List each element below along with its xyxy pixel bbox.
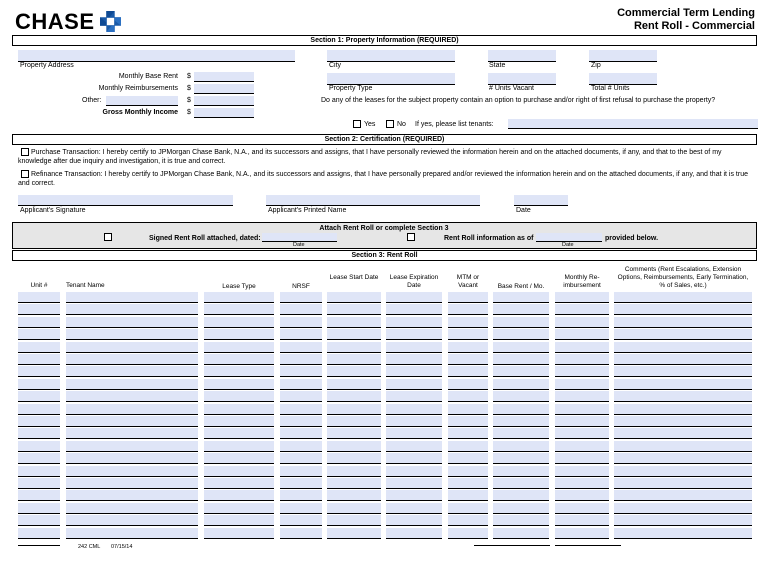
rent-roll-cell-comments[interactable] [614, 503, 752, 514]
rent-roll-cell-unit[interactable] [18, 379, 60, 390]
rent-roll-cell-lease-type[interactable] [204, 404, 274, 415]
rent-roll-cell-monthly-reimbursement[interactable] [555, 478, 609, 489]
state-label: State [489, 62, 506, 69]
rent-roll-cell-lease-start-date[interactable] [327, 528, 381, 539]
rent-roll-cell-base-rent[interactable] [493, 466, 549, 477]
col-header-monthly-reimbursement: Monthly Re-imbursement [563, 274, 601, 289]
rent-roll-cell-monthly-reimbursement[interactable] [555, 490, 609, 501]
rent-roll-cell-nrsf[interactable] [280, 528, 322, 539]
rent-roll-cell-monthly-reimbursement[interactable] [555, 503, 609, 514]
rent-roll-cell-comments[interactable] [614, 490, 752, 501]
yes-checkbox[interactable] [353, 120, 361, 128]
rent-roll-cell-lease-start-date[interactable] [327, 428, 381, 439]
rent-roll-cell-nrsf[interactable] [280, 292, 322, 303]
rent-roll-cell-lease-expiration-date[interactable] [386, 342, 442, 353]
rent-roll-cell-comments[interactable] [614, 292, 752, 303]
signed-date-caption: Date [293, 242, 305, 248]
form-date: 07/15/14 [111, 544, 133, 550]
rent-roll-cell-monthly-reimbursement[interactable] [555, 304, 609, 315]
rent-roll-cell-mtm-or-vacant[interactable] [448, 292, 488, 303]
rent-roll-cell-base-rent[interactable] [493, 416, 549, 427]
rent-roll-cell-mtm-or-vacant[interactable] [448, 329, 488, 340]
rent-roll-cell-mtm-or-vacant[interactable] [448, 391, 488, 402]
rent-roll-cell-tenant-name[interactable] [66, 342, 198, 353]
rent-roll-cell-lease-expiration-date[interactable] [386, 391, 442, 402]
rent-roll-cell-base-rent[interactable] [493, 490, 549, 501]
rent-roll-cell-unit[interactable] [18, 354, 60, 365]
rent-roll-cell-lease-expiration-date[interactable] [386, 466, 442, 477]
rent-roll-cell-lease-start-date[interactable] [327, 515, 381, 526]
property-type-label: Property Type [329, 85, 373, 92]
signed-rent-roll-label: Signed Rent Roll attached, dated: [149, 235, 261, 242]
rent-roll-cell-unit[interactable] [18, 466, 60, 477]
rent-roll-cell-lease-expiration-date[interactable] [386, 515, 442, 526]
rent-roll-cell-comments[interactable] [614, 354, 752, 365]
rent-roll-cell-base-rent[interactable] [493, 453, 549, 464]
rent-roll-cell-nrsf[interactable] [280, 329, 322, 340]
rent-roll-cell-lease-type[interactable] [204, 466, 274, 477]
rent-roll-cell-mtm-or-vacant[interactable] [448, 490, 488, 501]
form-title-line1: Commercial Term Lending [617, 7, 755, 19]
rent-roll-cell-lease-start-date[interactable] [327, 379, 381, 390]
property-type-field[interactable] [327, 73, 455, 85]
col-header-lease-type: Lease Type [222, 283, 256, 290]
rent-roll-cell-monthly-reimbursement[interactable] [555, 379, 609, 390]
rent-roll-cell-unit[interactable] [18, 453, 60, 464]
rent-roll-cell-tenant-name[interactable] [66, 478, 198, 489]
zip-label: Zip [591, 62, 601, 69]
col-header-base-rent: Base Rent / Mo. [497, 283, 545, 290]
dollar-sign: $ [187, 85, 191, 92]
rent-roll-cell-tenant-name[interactable] [66, 391, 198, 402]
info-date-caption: Date [562, 242, 574, 248]
rent-roll-cell-mtm-or-vacant[interactable] [448, 528, 488, 539]
certification-date-field[interactable] [514, 195, 568, 206]
rent-roll-cell-lease-start-date[interactable] [327, 354, 381, 365]
rent-roll-cell-lease-type[interactable] [204, 503, 274, 514]
rent-roll-cell-unit[interactable] [18, 342, 60, 353]
total-units-label: Total # Units [591, 85, 630, 92]
rent-roll-cell-base-rent[interactable] [493, 441, 549, 452]
rent-roll-cell-nrsf[interactable] [280, 366, 322, 377]
total-units-field[interactable] [589, 73, 657, 85]
rent-roll-cell-nrsf[interactable] [280, 379, 322, 390]
col-header-comments: Comments (Rent Escalations, Extension Options, Reimbursements, Early Termination, % of Sales, etc.) [617, 266, 749, 289]
rent-roll-cell-monthly-reimbursement[interactable] [555, 428, 609, 439]
rent-roll-cell-tenant-name[interactable] [66, 292, 198, 303]
rent-roll-cell-comments[interactable] [614, 416, 752, 427]
state-field[interactable] [488, 50, 556, 62]
rent-roll-cell-lease-start-date[interactable] [327, 503, 381, 514]
rent-roll-cell-monthly-reimbursement[interactable] [555, 404, 609, 415]
certification-date-label: Date [516, 207, 531, 214]
chase-logo-text: CHASE [15, 9, 95, 34]
rent-roll-cell-mtm-or-vacant[interactable] [448, 478, 488, 489]
rent-roll-cell-unit[interactable] [18, 329, 60, 340]
rent-roll-cell-lease-type[interactable] [204, 379, 274, 390]
purchase-transaction-text: Purchase Transaction: I hereby certify to JPMorgan Chase Bank, N.A., and its successors and assigns, that I have personally reviewed the information herein and on the attached documents, if any, and that to the best of my knowledge after due inquiry and investigation, it is true and correct. [18, 149, 722, 165]
rent-roll-cell-base-rent[interactable] [493, 428, 549, 439]
rent-roll-cell-nrsf[interactable] [280, 416, 322, 427]
rent-roll-cell-monthly-reimbursement[interactable] [555, 391, 609, 402]
rent-roll-cell-lease-expiration-date[interactable] [386, 304, 442, 315]
applicant-signature-label: Applicant's Signature [20, 207, 86, 214]
rent-roll-cell-lease-expiration-date[interactable] [386, 379, 442, 390]
other-description-field[interactable] [106, 96, 178, 106]
monthly-base-rent-label: Monthly Base Rent [118, 73, 178, 80]
rent-roll-cell-lease-expiration-date[interactable] [386, 490, 442, 501]
rent-roll-cell-lease-start-date[interactable] [327, 329, 381, 340]
yes-label: Yes [364, 121, 376, 128]
rent-roll-cell-lease-start-date[interactable] [327, 490, 381, 501]
other-label: Other: [82, 97, 102, 104]
rent-roll-cell-lease-type[interactable] [204, 317, 274, 328]
rent-roll-cell-comments[interactable] [614, 366, 752, 377]
rent-roll-cell-tenant-name[interactable] [66, 329, 198, 340]
rent-roll-cell-unit[interactable] [18, 404, 60, 415]
rent-roll-cell-mtm-or-vacant[interactable] [448, 441, 488, 452]
rent-roll-cell-lease-type[interactable] [204, 416, 274, 427]
rent-roll-cell-lease-expiration-date[interactable] [386, 528, 442, 539]
rent-roll-cell-base-rent[interactable] [493, 528, 549, 539]
rent-roll-cell-tenant-name[interactable] [66, 503, 198, 514]
rent-roll-cell-base-rent[interactable] [493, 391, 549, 402]
rent-roll-cell-nrsf[interactable] [280, 466, 322, 477]
footer-base-rent-total-line [474, 545, 550, 546]
rent-roll-cell-lease-start-date[interactable] [327, 404, 381, 415]
rent-roll-cell-lease-expiration-date[interactable] [386, 329, 442, 340]
rent-roll-cell-base-rent[interactable] [493, 503, 549, 514]
rent-roll-cell-lease-type[interactable] [204, 366, 274, 377]
rent-roll-cell-nrsf[interactable] [280, 317, 322, 328]
gross-monthly-income-label: Gross Monthly Income [102, 109, 178, 116]
chase-octagon-icon [100, 11, 121, 32]
rent-roll-cell-unit[interactable] [18, 528, 60, 539]
refinance-transaction-text: Refinance Transaction: I hereby certify to JPMorgan Chase Bank, N.A., and its successors and assigns, that I have personally prepared and/or reviewed the information herein and on the attached documents, if any, and that it is true and correct. [18, 171, 748, 187]
rent-roll-cell-nrsf[interactable] [280, 304, 322, 315]
dollar-sign: $ [187, 109, 191, 116]
rent-roll-cell-lease-start-date[interactable] [327, 416, 381, 427]
option-to-purchase-question: Do any of the leases for the subject property contain an option to purchase and/or right of first refusal to purchase the property? [321, 97, 716, 104]
rent-roll-cell-mtm-or-vacant[interactable] [448, 515, 488, 526]
col-header-mtm-or-vacant: MTM or Vacant [456, 274, 480, 289]
rent-roll-cell-mtm-or-vacant[interactable] [448, 304, 488, 315]
tenants-list-field[interactable] [508, 119, 758, 129]
rent-roll-cell-unit[interactable] [18, 317, 60, 328]
applicant-printed-name-field[interactable] [266, 195, 480, 206]
rent-roll-cell-lease-expiration-date[interactable] [386, 366, 442, 377]
rent-roll-cell-lease-type[interactable] [204, 453, 274, 464]
rent-roll-cell-monthly-reimbursement[interactable] [555, 515, 609, 526]
applicant-signature-field[interactable] [18, 195, 233, 206]
rent-roll-cell-tenant-name[interactable] [66, 453, 198, 464]
rent-roll-cell-lease-type[interactable] [204, 490, 274, 501]
col-header-unit: Unit # [30, 282, 48, 289]
rent-roll-cell-mtm-or-vacant[interactable] [448, 503, 488, 514]
applicant-printed-name-label: Applicant's Printed Name [268, 207, 347, 214]
rent-roll-cell-unit[interactable] [18, 292, 60, 303]
rent-roll-cell-tenant-name[interactable] [66, 317, 198, 328]
rent-roll-cell-comments[interactable] [614, 453, 752, 464]
col-header-lease-start-date: Lease Start Date [329, 274, 379, 281]
rent-roll-cell-nrsf[interactable] [280, 441, 322, 452]
footer-unit-total-line [18, 545, 60, 546]
rent-roll-cell-lease-type[interactable] [204, 292, 274, 303]
rent-roll-cell-unit[interactable] [18, 428, 60, 439]
rent-roll-cell-tenant-name[interactable] [66, 528, 198, 539]
rent-roll-cell-lease-expiration-date[interactable] [386, 428, 442, 439]
rent-roll-cell-comments[interactable] [614, 304, 752, 315]
rent-roll-cell-lease-expiration-date[interactable] [386, 441, 442, 452]
rent-roll-cell-comments[interactable] [614, 428, 752, 439]
rent-roll-cell-mtm-or-vacant[interactable] [448, 366, 488, 377]
if-yes-label: If yes, please list tenants: [415, 121, 494, 128]
rent-roll-cell-tenant-name[interactable] [66, 404, 198, 415]
rent-roll-cell-tenant-name[interactable] [66, 416, 198, 427]
units-vacant-field[interactable] [488, 73, 556, 85]
rent-roll-cell-comments[interactable] [614, 317, 752, 328]
rent-roll-cell-lease-expiration-date[interactable] [386, 416, 442, 427]
rent-roll-cell-lease-type[interactable] [204, 329, 274, 340]
rent-roll-cell-nrsf[interactable] [280, 391, 322, 402]
dollar-sign: $ [187, 73, 191, 80]
rent-roll-cell-tenant-name[interactable] [66, 428, 198, 439]
property-address-label: Property Address [20, 62, 74, 69]
rent-roll-cell-monthly-reimbursement[interactable] [555, 366, 609, 377]
rent-roll-cell-mtm-or-vacant[interactable] [448, 466, 488, 477]
rent-roll-cell-nrsf[interactable] [280, 453, 322, 464]
rent-roll-cell-lease-start-date[interactable] [327, 304, 381, 315]
rent-roll-cell-monthly-reimbursement[interactable] [555, 453, 609, 464]
rent-roll-cell-lease-type[interactable] [204, 441, 274, 452]
rent-roll-cell-lease-expiration-date[interactable] [386, 503, 442, 514]
rent-roll-cell-unit[interactable] [18, 416, 60, 427]
rent-roll-cell-unit[interactable] [18, 366, 60, 377]
rent-roll-cell-lease-start-date[interactable] [327, 366, 381, 377]
rent-roll-cell-mtm-or-vacant[interactable] [448, 453, 488, 464]
rent-roll-cell-lease-expiration-date[interactable] [386, 354, 442, 365]
property-address-field[interactable] [18, 50, 295, 62]
rent-roll-cell-monthly-reimbursement[interactable] [555, 354, 609, 365]
rent-roll-cell-monthly-reimbursement[interactable] [555, 528, 609, 539]
rent-roll-cell-mtm-or-vacant[interactable] [448, 379, 488, 390]
rent-roll-cell-lease-type[interactable] [204, 342, 274, 353]
rent-roll-cell-comments[interactable] [614, 391, 752, 402]
rent-roll-cell-monthly-reimbursement[interactable] [555, 342, 609, 353]
rent-roll-cell-monthly-reimbursement[interactable] [555, 292, 609, 303]
rent-roll-cell-base-rent[interactable] [493, 354, 549, 365]
rent-roll-cell-lease-start-date[interactable] [327, 342, 381, 353]
rent-roll-cell-tenant-name[interactable] [66, 366, 198, 377]
rent-roll-cell-lease-type[interactable] [204, 428, 274, 439]
rent-roll-cell-monthly-reimbursement[interactable] [555, 441, 609, 452]
rent-roll-cell-nrsf[interactable] [280, 503, 322, 514]
rent-roll-cell-comments[interactable] [614, 478, 752, 489]
rent-roll-cell-nrsf[interactable] [280, 404, 322, 415]
rent-roll-cell-base-rent[interactable] [493, 478, 549, 489]
section3-header: Section 3: Rent Roll [12, 250, 757, 261]
col-header-tenant-name: Tenant Name [66, 282, 105, 289]
rent-roll-cell-tenant-name[interactable] [66, 379, 198, 390]
monthly-base-rent-field[interactable] [194, 72, 254, 82]
rent-roll-cell-lease-expiration-date[interactable] [386, 317, 442, 328]
rent-roll-cell-tenant-name[interactable] [66, 515, 198, 526]
zip-field[interactable] [589, 50, 657, 62]
rent-roll-cell-lease-start-date[interactable] [327, 466, 381, 477]
rent-roll-cell-lease-start-date[interactable] [327, 453, 381, 464]
rent-roll-info-label: Rent Roll information as of [444, 235, 534, 242]
rent-roll-cell-base-rent[interactable] [493, 304, 549, 315]
rent-roll-cell-comments[interactable] [614, 528, 752, 539]
rent-roll-cell-base-rent[interactable] [493, 404, 549, 415]
rent-roll-cell-mtm-or-vacant[interactable] [448, 354, 488, 365]
rent-roll-cell-lease-expiration-date[interactable] [386, 404, 442, 415]
rent-roll-cell-unit[interactable] [18, 478, 60, 489]
other-amount-field[interactable] [194, 96, 254, 106]
rent-roll-cell-nrsf[interactable] [280, 354, 322, 365]
form-title-line2: Rent Roll - Commercial [633, 20, 755, 32]
rent-roll-cell-lease-start-date[interactable] [327, 292, 381, 303]
rent-roll-cell-base-rent[interactable] [493, 329, 549, 340]
units-vacant-label: # Units Vacant [489, 85, 535, 92]
rent-roll-cell-mtm-or-vacant[interactable] [448, 428, 488, 439]
provided-below-label: provided below. [605, 235, 659, 242]
rent-roll-cell-tenant-name[interactable] [66, 441, 198, 452]
rent-roll-cell-tenant-name[interactable] [66, 354, 198, 365]
signed-rent-roll-checkbox[interactable] [104, 233, 112, 241]
rent-roll-cell-lease-type[interactable] [204, 354, 274, 365]
rent-roll-cell-base-rent[interactable] [493, 292, 549, 303]
no-checkbox[interactable] [386, 120, 394, 128]
rent-roll-cell-unit[interactable] [18, 304, 60, 315]
rent-roll-cell-nrsf[interactable] [280, 478, 322, 489]
rent-roll-cell-nrsf[interactable] [280, 342, 322, 353]
rent-roll-cell-lease-expiration-date[interactable] [386, 478, 442, 489]
rent-roll-cell-comments[interactable] [614, 342, 752, 353]
rent-roll-cell-lease-type[interactable] [204, 528, 274, 539]
rent-roll-cell-base-rent[interactable] [493, 366, 549, 377]
rent-roll-cell-lease-expiration-date[interactable] [386, 292, 442, 303]
dollar-sign: $ [187, 97, 191, 104]
rent-roll-cell-comments[interactable] [614, 329, 752, 340]
no-label: No [397, 121, 406, 128]
rent-roll-cell-lease-type[interactable] [204, 304, 274, 315]
monthly-reimbursements-field[interactable] [194, 84, 254, 94]
rent-roll-cell-tenant-name[interactable] [66, 466, 198, 477]
rent-roll-cell-base-rent[interactable] [493, 342, 549, 353]
rent-roll-cell-unit[interactable] [18, 503, 60, 514]
rent-roll-info-date-field[interactable] [536, 233, 602, 242]
rent-roll-cell-nrsf[interactable] [280, 490, 322, 501]
city-label: City [329, 62, 342, 69]
rent-roll-cell-unit[interactable] [18, 490, 60, 501]
rent-roll-cell-comments[interactable] [614, 404, 752, 415]
rent-roll-cell-mtm-or-vacant[interactable] [448, 416, 488, 427]
rent-roll-info-checkbox[interactable] [407, 233, 415, 241]
city-field[interactable] [327, 50, 455, 62]
rent-roll-cell-lease-start-date[interactable] [327, 391, 381, 402]
form-id: 242 CML [78, 544, 101, 550]
rent-roll-cell-nrsf[interactable] [280, 428, 322, 439]
rent-roll-cell-unit[interactable] [18, 515, 60, 526]
rent-roll-cell-base-rent[interactable] [493, 317, 549, 328]
col-header-nrsf: NRSF [292, 283, 310, 290]
rent-roll-cell-comments[interactable] [614, 379, 752, 390]
footer-reimbursement-total-line [555, 545, 621, 546]
gross-monthly-income-field[interactable] [194, 108, 254, 118]
section1-header: Section 1: Property Information (REQUIRED) [12, 35, 757, 46]
rent-roll-cell-comments[interactable] [614, 515, 752, 526]
rent-roll-cell-mtm-or-vacant[interactable] [448, 317, 488, 328]
rent-roll-cell-lease-start-date[interactable] [327, 441, 381, 452]
rent-roll-cell-monthly-reimbursement[interactable] [555, 317, 609, 328]
monthly-reimbursements-label: Monthly Reimbursements [98, 85, 178, 92]
rent-roll-cell-monthly-reimbursement[interactable] [555, 329, 609, 340]
col-header-lease-expiration-date: Lease Expiration Date [389, 274, 439, 289]
section2-header: Section 2: Certification (REQUIRED) [12, 134, 757, 145]
rent-roll-cell-lease-type[interactable] [204, 515, 274, 526]
rent-roll-cell-tenant-name[interactable] [66, 304, 198, 315]
attach-rent-roll-title: Attach Rent Roll or complete Section 3 [319, 225, 449, 232]
rent-roll-cell-unit[interactable] [18, 441, 60, 452]
rent-roll-cell-comments[interactable] [614, 466, 752, 477]
rent-roll-cell-monthly-reimbursement[interactable] [555, 466, 609, 477]
rent-roll-cell-base-rent[interactable] [493, 515, 549, 526]
signed-rent-roll-date-field[interactable] [262, 233, 337, 242]
rent-roll-cell-unit[interactable] [18, 391, 60, 402]
rent-roll-cell-nrsf[interactable] [280, 515, 322, 526]
rent-roll-cell-lease-type[interactable] [204, 478, 274, 489]
rent-roll-cell-base-rent[interactable] [493, 379, 549, 390]
rent-roll-cell-tenant-name[interactable] [66, 490, 198, 501]
rent-roll-cell-lease-start-date[interactable] [327, 317, 381, 328]
rent-roll-cell-lease-expiration-date[interactable] [386, 453, 442, 464]
rent-roll-cell-lease-start-date[interactable] [327, 478, 381, 489]
rent-roll-cell-mtm-or-vacant[interactable] [448, 404, 488, 415]
rent-roll-cell-mtm-or-vacant[interactable] [448, 342, 488, 353]
rent-roll-cell-comments[interactable] [614, 441, 752, 452]
rent-roll-cell-monthly-reimbursement[interactable] [555, 416, 609, 427]
rent-roll-cell-lease-type[interactable] [204, 391, 274, 402]
